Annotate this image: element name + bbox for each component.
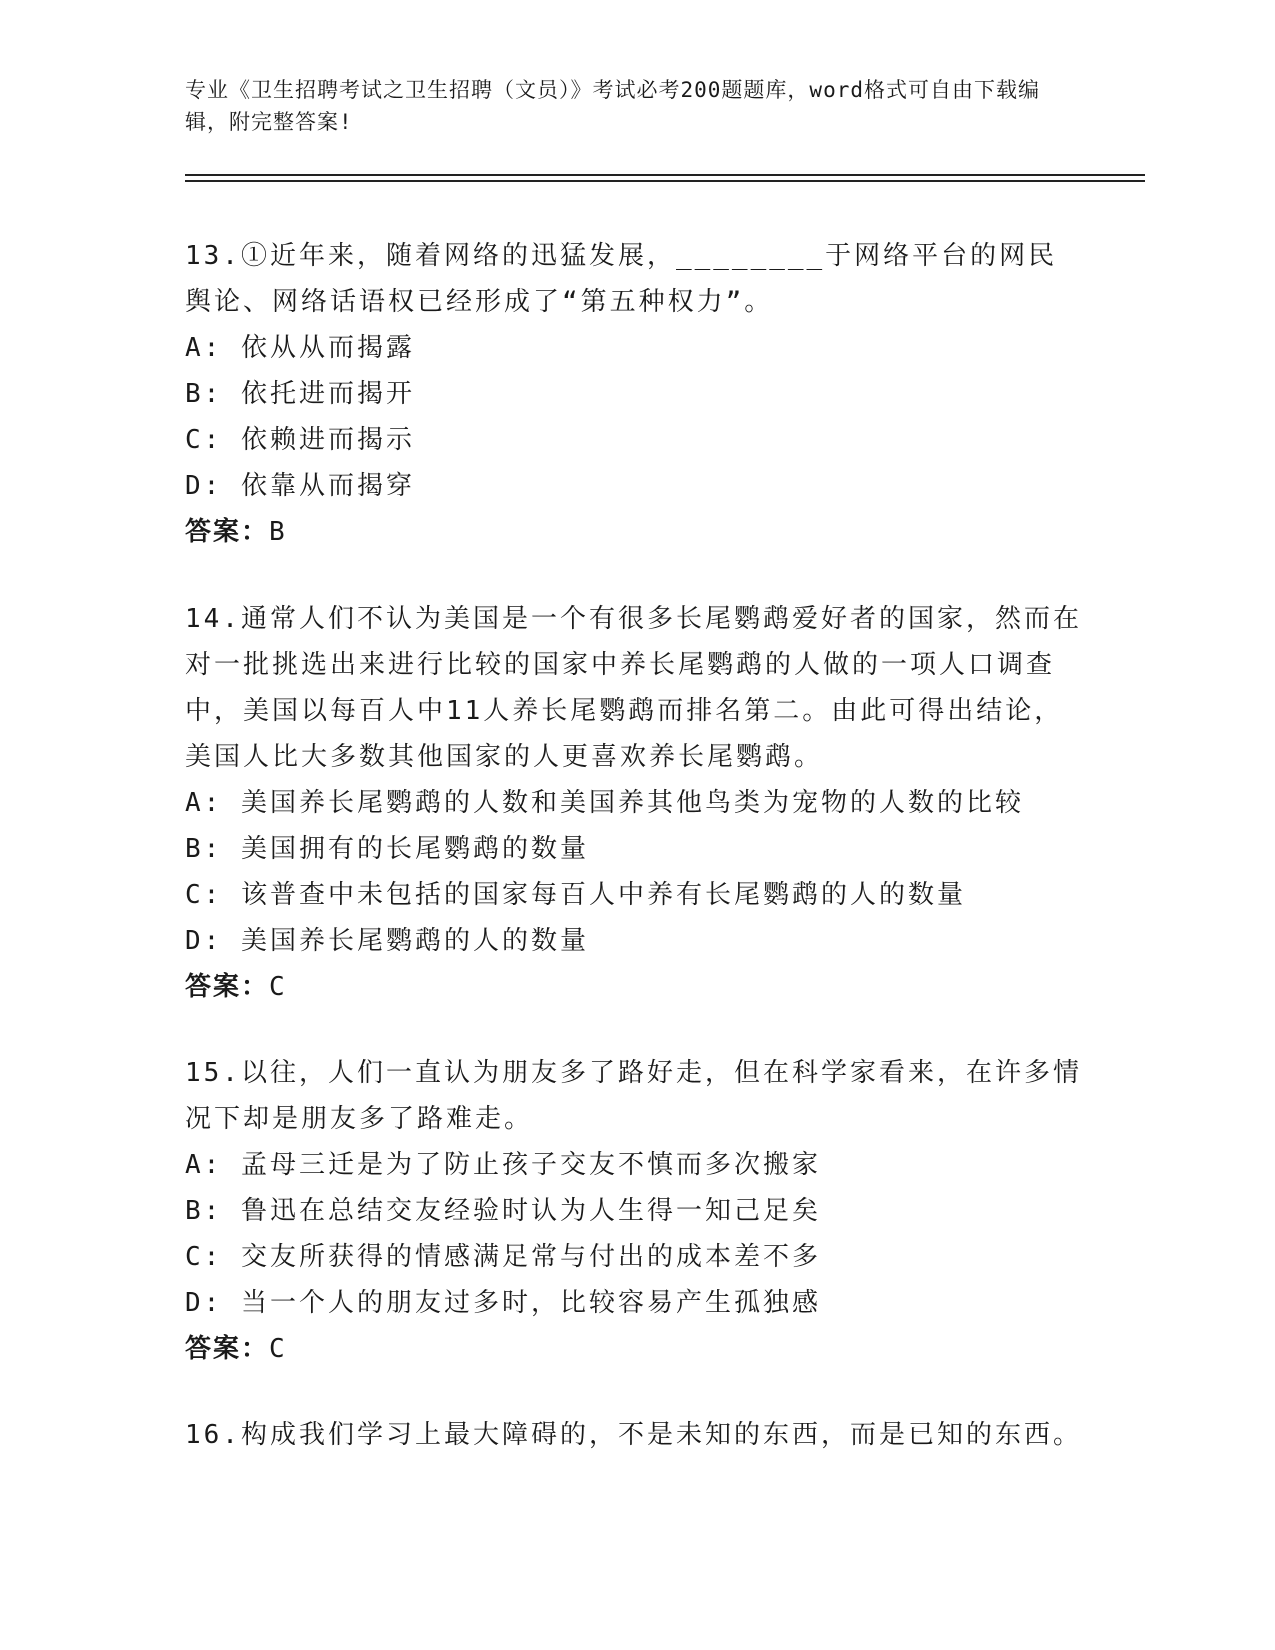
answer-label: 答案： <box>185 972 270 1002</box>
answer-value: C <box>269 972 287 1002</box>
answer-label: 答案： <box>185 517 270 547</box>
question-stem: 14.通常人们不认为美国是一个有很多长尾鹦鹉爱好者的国家，然而在对一批挑选出来进行比较的国家中养长尾鹦鹉的人做的一项人口调查中，美国以每百人中11人养长尾鹦鹉而排名第二。由此可得出结论，美国人比大多数其他国家的人更喜欢养长尾鹦鹉。 <box>185 604 1082 772</box>
option-a: A: 美国养长尾鹦鹉的人数和美国养其他鸟类为宠物的人数的比较 <box>185 788 1024 818</box>
option-c: C: 交友所获得的情感满足常与付出的成本差不多 <box>185 1242 821 1272</box>
question-14 <box>185 596 1085 1010</box>
document-header: 专业《卫生招聘考试之卫生招聘（文员）》考试必考200题题库，word格式可自由下载编辑，附完整答案! <box>185 78 1040 134</box>
option-b: B: 美国拥有的长尾鹦鹉的数量 <box>185 834 589 864</box>
option-b: B: 鲁迅在总结交友经验时认为人生得一知己足矣 <box>185 1196 821 1226</box>
option-c: C: 依赖进而揭示 <box>185 425 415 455</box>
question-16 <box>185 1412 1085 1458</box>
question-stem: 13.①近年来，随着网络的迅猛发展，________于网络平台的网民舆论、网络话语权已经形成了“第五种权力”。 <box>185 241 1058 317</box>
question-stem: 15.以往，人们一直认为朋友多了路好走，但在科学家看来，在许多情况下却是朋友多了路难走。 <box>185 1058 1082 1134</box>
answer-line <box>185 964 1085 1010</box>
option-b: B: 依托进而揭开 <box>185 379 415 409</box>
option-a: A: 孟母三迁是为了防止孩子交友不慎而多次搬家 <box>185 1150 821 1180</box>
option-d: D: 美国养长尾鹦鹉的人的数量 <box>185 926 589 956</box>
answer-value: B <box>269 517 287 547</box>
question-13 <box>185 233 1085 555</box>
answer-line <box>185 509 1085 555</box>
answer-line <box>185 1326 1085 1372</box>
answer-label: 答案： <box>185 1334 270 1364</box>
header-divider-top <box>185 174 1145 176</box>
header-divider-bottom <box>185 180 1145 182</box>
option-c: C: 该普查中未包括的国家每百人中养有长尾鹦鹉的人的数量 <box>185 880 966 910</box>
option-a: A: 依从从而揭露 <box>185 333 415 363</box>
answer-value: C <box>269 1334 287 1364</box>
option-d: D: 依靠从而揭穿 <box>185 471 415 501</box>
option-d: D: 当一个人的朋友过多时，比较容易产生孤独感 <box>185 1288 821 1318</box>
question-stem: 16.构成我们学习上最大障碍的，不是未知的东西，而是已知的东西。 <box>185 1420 1082 1450</box>
question-15 <box>185 1050 1085 1372</box>
